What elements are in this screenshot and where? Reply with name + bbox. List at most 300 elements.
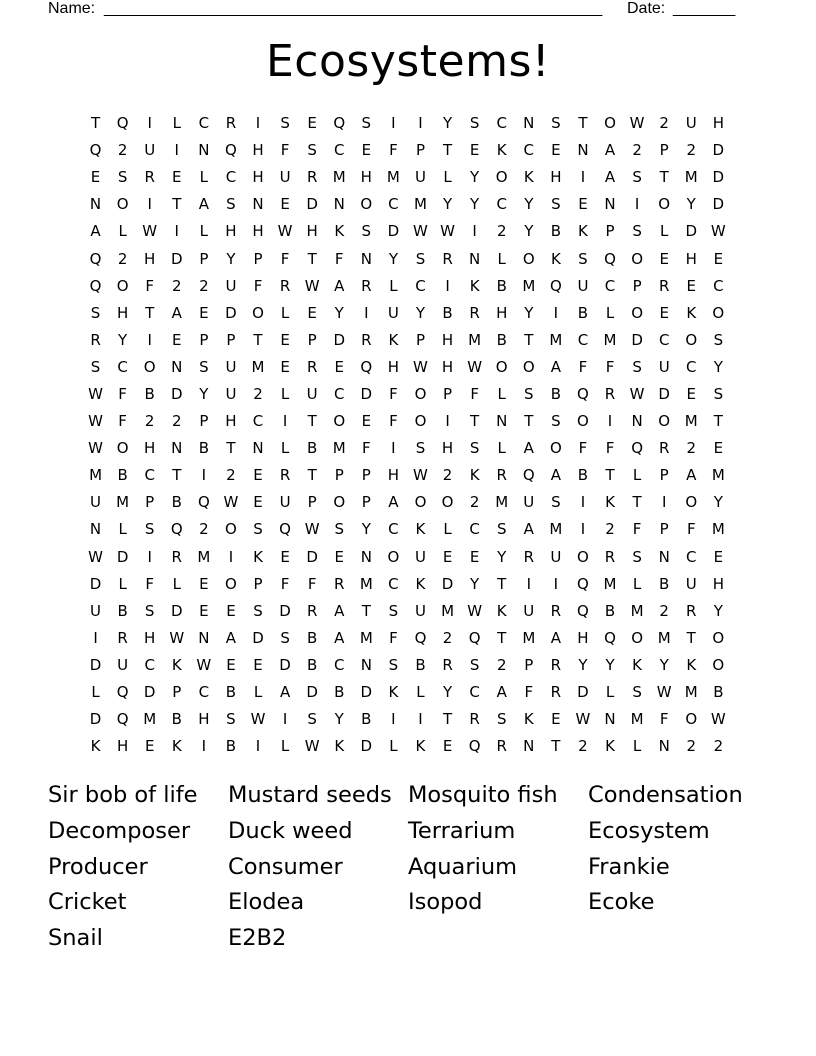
grid-letter[interactable]: O bbox=[143, 357, 156, 376]
grid-letter[interactable]: M bbox=[630, 710, 644, 729]
grid-letter[interactable]: L bbox=[497, 439, 506, 458]
grid-letter[interactable]: Y bbox=[605, 655, 615, 674]
grid-letter[interactable]: E bbox=[334, 547, 344, 566]
grid-letter[interactable]: B bbox=[415, 655, 426, 674]
grid-letter[interactable]: S bbox=[90, 303, 101, 322]
grid-letter[interactable]: B bbox=[144, 384, 155, 403]
grid-letter[interactable]: R bbox=[658, 439, 670, 458]
grid-letter[interactable]: E bbox=[280, 547, 290, 566]
grid-letter[interactable]: R bbox=[334, 574, 345, 593]
grid-letter[interactable]: W bbox=[413, 357, 428, 376]
grid-letter[interactable]: D bbox=[279, 655, 291, 674]
grid-letter[interactable]: P bbox=[632, 276, 642, 295]
grid-letter[interactable]: K bbox=[415, 737, 426, 756]
grid-letter[interactable]: W bbox=[467, 601, 483, 620]
grid-letter[interactable]: I bbox=[634, 195, 640, 214]
grid-letter[interactable]: B bbox=[713, 683, 724, 702]
grid-letter[interactable]: F bbox=[605, 439, 615, 458]
grid-letter[interactable]: D bbox=[279, 601, 291, 620]
grid-letter[interactable]: 2 bbox=[144, 412, 155, 431]
grid-letter[interactable]: Q bbox=[577, 384, 589, 403]
grid-letter[interactable]: C bbox=[334, 141, 345, 160]
grid-letter[interactable]: O bbox=[495, 357, 508, 376]
grid-letter[interactable]: N bbox=[198, 141, 210, 160]
grid-letter[interactable]: D bbox=[631, 330, 643, 349]
grid-letter[interactable]: M bbox=[332, 168, 346, 187]
grid-letter[interactable]: L bbox=[632, 574, 642, 593]
grid-letter[interactable]: C bbox=[225, 168, 237, 187]
grid-letter[interactable]: O bbox=[116, 276, 129, 295]
grid-letter[interactable]: W bbox=[223, 493, 239, 512]
grid-letter[interactable]: 2 bbox=[686, 141, 697, 160]
grid-letter[interactable]: U bbox=[279, 493, 291, 512]
grid-letter[interactable]: I bbox=[201, 466, 207, 485]
grid-letter[interactable]: L bbox=[497, 249, 506, 268]
grid-letter[interactable]: M bbox=[657, 628, 671, 647]
grid-letter[interactable]: W bbox=[413, 222, 428, 241]
grid-letter[interactable]: U bbox=[550, 547, 562, 566]
grid-letter[interactable]: F bbox=[118, 412, 127, 431]
grid-letter[interactable]: K bbox=[496, 601, 507, 620]
grid-letter[interactable]: N bbox=[658, 547, 670, 566]
grid-letter[interactable]: E bbox=[469, 141, 480, 160]
grid-letter[interactable]: Y bbox=[388, 249, 398, 268]
grid-letter[interactable]: C bbox=[388, 520, 399, 539]
grid-letter[interactable]: Q bbox=[89, 276, 102, 295]
grid-letter[interactable]: S bbox=[713, 384, 724, 403]
grid-letter[interactable]: M bbox=[414, 195, 427, 214]
grid-letter[interactable]: D bbox=[685, 222, 698, 241]
grid-letter[interactable]: H bbox=[225, 222, 237, 241]
grid-letter[interactable]: 2 bbox=[469, 493, 480, 512]
grid-letter[interactable]: Q bbox=[89, 249, 102, 268]
grid-letter[interactable]: Y bbox=[524, 195, 534, 214]
grid-letter[interactable]: T bbox=[442, 141, 453, 160]
grid-letter[interactable]: I bbox=[661, 493, 667, 512]
grid-letter[interactable]: Y bbox=[442, 114, 453, 133]
grid-letter[interactable]: N bbox=[604, 195, 616, 214]
grid-letter[interactable]: Y bbox=[524, 303, 534, 322]
grid-letter[interactable]: K bbox=[415, 574, 426, 593]
grid-letter[interactable]: R bbox=[496, 466, 507, 485]
grid-letter[interactable]: N bbox=[577, 141, 589, 160]
grid-letter[interactable]: D bbox=[116, 547, 129, 566]
grid-letter[interactable]: I bbox=[147, 195, 152, 214]
grid-letter[interactable]: O bbox=[333, 493, 346, 512]
grid-letter[interactable]: I bbox=[147, 114, 152, 133]
grid-letter[interactable]: O bbox=[387, 547, 400, 566]
grid-letter[interactable]: L bbox=[632, 466, 642, 485]
grid-letter[interactable]: S bbox=[469, 439, 480, 458]
grid-letter[interactable]: B bbox=[198, 439, 209, 458]
grid-letter[interactable]: L bbox=[605, 683, 615, 702]
grid-letter[interactable]: L bbox=[253, 683, 263, 702]
grid-letter[interactable]: D bbox=[89, 574, 102, 593]
grid-letter[interactable]: Y bbox=[713, 357, 723, 376]
grid-letter[interactable]: E bbox=[578, 195, 588, 214]
grid-letter[interactable]: A bbox=[388, 493, 399, 512]
grid-letter[interactable]: A bbox=[604, 168, 616, 187]
grid-letter[interactable]: E bbox=[172, 168, 182, 187]
grid-letter[interactable]: O bbox=[116, 195, 129, 214]
grid-letter[interactable]: F bbox=[280, 574, 290, 593]
grid-letter[interactable]: D bbox=[360, 737, 373, 756]
grid-letter[interactable]: E bbox=[361, 141, 372, 160]
grid-letter[interactable]: S bbox=[226, 710, 236, 729]
grid-letter[interactable]: O bbox=[225, 574, 237, 593]
grid-letter[interactable]: 2 bbox=[659, 114, 669, 133]
grid-letter[interactable]: O bbox=[631, 249, 643, 268]
grid-letter[interactable]: 2 bbox=[117, 249, 128, 268]
grid-letter[interactable]: M bbox=[468, 330, 482, 349]
grid-letter[interactable]: 2 bbox=[226, 466, 236, 485]
grid-letter[interactable]: A bbox=[604, 141, 616, 160]
grid-letter[interactable]: R bbox=[225, 114, 237, 133]
grid-letter[interactable]: Y bbox=[334, 303, 344, 322]
grid-letter[interactable]: E bbox=[659, 303, 669, 322]
grid-letter[interactable]: U bbox=[523, 493, 535, 512]
grid-letter[interactable]: P bbox=[659, 141, 669, 160]
grid-letter[interactable]: Q bbox=[279, 520, 291, 539]
grid-letter[interactable]: L bbox=[660, 222, 669, 241]
grid-letter[interactable]: F bbox=[389, 141, 398, 160]
grid-letter[interactable]: Y bbox=[470, 574, 480, 593]
grid-letter[interactable]: P bbox=[226, 330, 236, 349]
grid-letter[interactable]: D bbox=[712, 195, 725, 214]
grid-letter[interactable]: W bbox=[142, 222, 158, 241]
grid-letter[interactable]: H bbox=[712, 114, 724, 133]
grid-letter[interactable]: W bbox=[88, 439, 103, 458]
grid-letter[interactable]: O bbox=[414, 384, 427, 403]
grid-letter[interactable]: W bbox=[629, 384, 645, 403]
grid-letter[interactable]: E bbox=[713, 249, 724, 268]
grid-letter[interactable]: B bbox=[307, 655, 318, 674]
grid-letter[interactable]: S bbox=[469, 655, 480, 674]
grid-letter[interactable]: T bbox=[307, 412, 317, 431]
grid-letter[interactable]: I bbox=[391, 710, 396, 729]
grid-letter[interactable]: S bbox=[253, 601, 263, 620]
grid-letter[interactable]: T bbox=[659, 168, 669, 187]
grid-letter[interactable]: A bbox=[523, 520, 534, 539]
grid-letter[interactable]: E bbox=[713, 439, 724, 458]
grid-letter[interactable]: Y bbox=[442, 683, 453, 702]
grid-letter[interactable]: W bbox=[467, 357, 483, 376]
grid-letter[interactable]: M bbox=[522, 276, 536, 295]
grid-letter[interactable]: N bbox=[604, 710, 616, 729]
grid-letter[interactable]: N bbox=[523, 114, 535, 133]
grid-letter[interactable]: S bbox=[226, 195, 236, 214]
grid-letter[interactable]: S bbox=[632, 547, 642, 566]
grid-letter[interactable]: B bbox=[225, 737, 237, 756]
grid-letter[interactable]: B bbox=[334, 683, 345, 702]
grid-letter[interactable]: I bbox=[607, 412, 613, 431]
grid-letter[interactable]: C bbox=[198, 683, 210, 702]
grid-letter[interactable]: A bbox=[90, 222, 101, 241]
grid-letter[interactable]: S bbox=[551, 412, 561, 431]
grid-letter[interactable]: H bbox=[441, 357, 454, 376]
grid-letter[interactable]: C bbox=[144, 466, 155, 485]
grid-letter[interactable]: N bbox=[496, 412, 508, 431]
grid-letter[interactable]: R bbox=[279, 466, 291, 485]
grid-letter[interactable]: M bbox=[441, 601, 455, 620]
grid-letter[interactable]: T bbox=[524, 330, 534, 349]
grid-letter[interactable]: C bbox=[388, 574, 399, 593]
grid-letter[interactable]: W bbox=[277, 222, 293, 241]
grid-letter[interactable]: H bbox=[116, 737, 129, 756]
grid-letter[interactable]: S bbox=[334, 520, 344, 539]
grid-letter[interactable]: P bbox=[199, 249, 209, 268]
grid-letter[interactable]: H bbox=[712, 574, 724, 593]
grid-letter[interactable]: U bbox=[90, 493, 102, 512]
grid-letter[interactable]: P bbox=[307, 330, 317, 349]
grid-letter[interactable]: U bbox=[577, 276, 589, 295]
grid-letter[interactable]: T bbox=[307, 249, 317, 268]
grid-letter[interactable]: Y bbox=[497, 547, 507, 566]
grid-letter[interactable]: P bbox=[253, 249, 263, 268]
grid-letter[interactable]: H bbox=[550, 168, 562, 187]
grid-letter[interactable]: E bbox=[226, 655, 236, 674]
grid-letter[interactable]: R bbox=[550, 601, 562, 620]
grid-letter[interactable]: M bbox=[549, 520, 563, 539]
grid-letter[interactable]: P bbox=[361, 493, 371, 512]
grid-letter[interactable]: I bbox=[418, 710, 423, 729]
grid-letter[interactable]: U bbox=[387, 303, 399, 322]
grid-letter[interactable]: P bbox=[415, 141, 425, 160]
grid-letter[interactable]: K bbox=[415, 520, 426, 539]
grid-letter[interactable]: E bbox=[199, 574, 209, 593]
grid-letter[interactable]: U bbox=[225, 357, 237, 376]
grid-letter[interactable]: L bbox=[632, 737, 642, 756]
grid-letter[interactable]: L bbox=[280, 439, 290, 458]
grid-letter[interactable]: B bbox=[171, 493, 182, 512]
grid-letter[interactable]: E bbox=[334, 357, 344, 376]
grid-letter[interactable]: R bbox=[686, 601, 697, 620]
grid-letter[interactable]: S bbox=[117, 168, 128, 187]
grid-letter[interactable]: D bbox=[170, 601, 183, 620]
grid-letter[interactable]: S bbox=[361, 114, 372, 133]
grid-letter[interactable]: N bbox=[89, 520, 102, 539]
grid-letter[interactable]: E bbox=[551, 710, 561, 729]
grid-letter[interactable]: E bbox=[90, 168, 101, 187]
grid-letter[interactable]: B bbox=[550, 384, 562, 403]
grid-letter[interactable]: I bbox=[174, 141, 179, 160]
grid-letter[interactable]: 2 bbox=[659, 601, 669, 620]
grid-letter[interactable]: Q bbox=[604, 249, 616, 268]
grid-letter[interactable]: M bbox=[359, 574, 373, 593]
grid-letter[interactable]: F bbox=[389, 412, 398, 431]
grid-letter[interactable]: E bbox=[307, 114, 317, 133]
name-blank-line[interactable]: ________________________________________________________ bbox=[104, 0, 603, 17]
grid-letter[interactable]: S bbox=[199, 357, 209, 376]
grid-letter[interactable]: Q bbox=[89, 141, 102, 160]
grid-letter[interactable]: U bbox=[144, 141, 156, 160]
grid-letter[interactable]: Q bbox=[116, 683, 129, 702]
grid-letter[interactable]: R bbox=[658, 276, 670, 295]
grid-letter[interactable]: O bbox=[658, 195, 671, 214]
grid-letter[interactable]: O bbox=[360, 195, 373, 214]
grid-letter[interactable]: P bbox=[334, 466, 344, 485]
grid-letter[interactable]: D bbox=[89, 655, 102, 674]
grid-letter[interactable]: M bbox=[549, 330, 563, 349]
grid-letter[interactable]: L bbox=[443, 520, 452, 539]
grid-letter[interactable]: S bbox=[632, 357, 642, 376]
grid-letter[interactable]: 2 bbox=[713, 737, 724, 756]
grid-letter[interactable]: Q bbox=[549, 276, 562, 295]
grid-letter[interactable]: O bbox=[577, 412, 589, 431]
grid-letter[interactable]: P bbox=[199, 330, 209, 349]
grid-letter[interactable]: N bbox=[89, 195, 102, 214]
grid-letter[interactable]: C bbox=[686, 547, 697, 566]
grid-letter[interactable]: P bbox=[659, 520, 669, 539]
grid-letter[interactable]: F bbox=[280, 141, 290, 160]
grid-letter[interactable]: C bbox=[252, 412, 264, 431]
grid-letter[interactable]: N bbox=[198, 628, 210, 647]
grid-letter[interactable]: B bbox=[117, 466, 128, 485]
grid-letter[interactable]: Q bbox=[414, 628, 427, 647]
grid-letter[interactable]: 2 bbox=[117, 141, 128, 160]
grid-letter[interactable]: C bbox=[117, 357, 128, 376]
grid-letter[interactable]: Y bbox=[118, 330, 128, 349]
grid-letter[interactable]: H bbox=[225, 412, 237, 431]
grid-letter[interactable]: H bbox=[198, 710, 210, 729]
grid-letter[interactable]: R bbox=[550, 683, 562, 702]
grid-letter[interactable]: P bbox=[361, 466, 371, 485]
grid-letter[interactable]: D bbox=[360, 384, 373, 403]
grid-letter[interactable]: L bbox=[118, 574, 127, 593]
grid-letter[interactable]: M bbox=[684, 683, 698, 702]
grid-letter[interactable]: H bbox=[116, 303, 129, 322]
grid-letter[interactable]: Q bbox=[468, 628, 481, 647]
grid-letter[interactable]: U bbox=[279, 168, 291, 187]
grid-letter[interactable]: 2 bbox=[199, 276, 209, 295]
grid-letter[interactable]: Q bbox=[197, 493, 210, 512]
grid-letter[interactable]: T bbox=[172, 466, 182, 485]
grid-letter[interactable]: Y bbox=[199, 384, 209, 403]
grid-letter[interactable]: 2 bbox=[496, 655, 507, 674]
grid-letter[interactable]: I bbox=[391, 439, 396, 458]
grid-letter[interactable]: M bbox=[359, 628, 373, 647]
grid-letter[interactable]: E bbox=[280, 195, 290, 214]
grid-letter[interactable]: L bbox=[280, 303, 290, 322]
grid-letter[interactable]: H bbox=[144, 628, 156, 647]
grid-letter[interactable]: A bbox=[198, 195, 209, 214]
grid-letter[interactable]: F bbox=[334, 249, 344, 268]
grid-letter[interactable]: R bbox=[117, 628, 128, 647]
grid-letter[interactable]: A bbox=[225, 628, 237, 647]
grid-letter[interactable]: B bbox=[577, 303, 589, 322]
grid-letter[interactable]: D bbox=[333, 330, 346, 349]
grid-letter[interactable]: I bbox=[580, 168, 586, 187]
grid-letter[interactable]: E bbox=[713, 547, 724, 566]
grid-letter[interactable]: M bbox=[197, 547, 211, 566]
grid-letter[interactable]: F bbox=[578, 357, 588, 376]
grid-letter[interactable]: S bbox=[280, 114, 290, 133]
grid-letter[interactable]: E bbox=[226, 601, 236, 620]
grid-letter[interactable]: D bbox=[306, 547, 318, 566]
grid-letter[interactable]: M bbox=[522, 628, 536, 647]
grid-letter[interactable]: W bbox=[575, 710, 591, 729]
grid-letter[interactable]: U bbox=[306, 384, 318, 403]
grid-letter[interactable]: I bbox=[391, 114, 396, 133]
grid-letter[interactable]: L bbox=[497, 384, 506, 403]
grid-letter[interactable]: B bbox=[361, 710, 372, 729]
grid-letter[interactable]: Q bbox=[577, 574, 589, 593]
grid-letter[interactable]: S bbox=[144, 520, 155, 539]
grid-letter[interactable]: E bbox=[551, 141, 561, 160]
grid-letter[interactable]: H bbox=[252, 141, 264, 160]
grid-letter[interactable]: K bbox=[171, 737, 182, 756]
grid-letter[interactable]: F bbox=[470, 384, 479, 403]
grid-letter[interactable]: R bbox=[279, 276, 291, 295]
grid-letter[interactable]: A bbox=[334, 628, 345, 647]
grid-letter[interactable]: K bbox=[605, 493, 615, 512]
grid-letter[interactable]: T bbox=[497, 574, 507, 593]
grid-letter[interactable]: H bbox=[441, 439, 454, 458]
grid-letter[interactable]: P bbox=[605, 222, 615, 241]
grid-letter[interactable]: O bbox=[577, 547, 589, 566]
grid-letter[interactable]: E bbox=[686, 384, 696, 403]
grid-letter[interactable]: E bbox=[659, 249, 669, 268]
grid-letter[interactable]: U bbox=[523, 601, 535, 620]
grid-letter[interactable]: E bbox=[253, 493, 263, 512]
grid-letter[interactable]: T bbox=[442, 710, 453, 729]
grid-letter[interactable]: P bbox=[415, 330, 425, 349]
grid-letter[interactable]: B bbox=[496, 330, 507, 349]
grid-letter[interactable]: I bbox=[553, 303, 559, 322]
grid-letter[interactable]: P bbox=[443, 384, 453, 403]
grid-letter[interactable]: E bbox=[253, 466, 263, 485]
grid-letter[interactable]: T bbox=[470, 412, 480, 431]
grid-letter[interactable]: F bbox=[280, 249, 290, 268]
grid-letter[interactable]: H bbox=[496, 303, 508, 322]
grid-letter[interactable]: K bbox=[523, 710, 534, 729]
grid-letter[interactable]: P bbox=[307, 493, 317, 512]
date-blank-line[interactable]: _______ bbox=[673, 0, 736, 17]
grid-letter[interactable]: E bbox=[686, 276, 696, 295]
grid-letter[interactable]: Y bbox=[578, 655, 588, 674]
grid-letter[interactable]: K bbox=[496, 141, 507, 160]
grid-letter[interactable]: O bbox=[685, 330, 698, 349]
grid-letter[interactable]: K bbox=[686, 303, 697, 322]
grid-letter[interactable]: Q bbox=[225, 141, 237, 160]
grid-letter[interactable]: K bbox=[334, 737, 345, 756]
grid-letter[interactable]: M bbox=[711, 466, 725, 485]
grid-letter[interactable]: K bbox=[334, 222, 345, 241]
grid-letter[interactable]: Q bbox=[468, 737, 481, 756]
grid-letter[interactable]: O bbox=[225, 520, 237, 539]
grid-letter[interactable]: S bbox=[280, 628, 290, 647]
grid-letter[interactable]: H bbox=[685, 249, 697, 268]
grid-letter[interactable]: H bbox=[387, 357, 400, 376]
grid-letter[interactable]: N bbox=[252, 439, 264, 458]
grid-letter[interactable]: L bbox=[118, 520, 127, 539]
grid-letter[interactable]: F bbox=[307, 574, 317, 593]
grid-letter[interactable]: S bbox=[415, 439, 426, 458]
grid-letter[interactable]: U bbox=[685, 114, 697, 133]
grid-letter[interactable]: O bbox=[441, 493, 454, 512]
grid-letter[interactable]: L bbox=[605, 303, 615, 322]
grid-letter[interactable]: O bbox=[495, 168, 508, 187]
grid-letter[interactable]: I bbox=[526, 574, 531, 593]
grid-letter[interactable]: A bbox=[686, 466, 697, 485]
grid-letter[interactable]: D bbox=[712, 141, 725, 160]
grid-letter[interactable]: S bbox=[388, 655, 399, 674]
grid-letter[interactable]: I bbox=[282, 412, 288, 431]
grid-letter[interactable]: R bbox=[171, 547, 182, 566]
grid-letter[interactable]: S bbox=[632, 683, 642, 702]
grid-letter[interactable]: B bbox=[307, 628, 318, 647]
grid-letter[interactable]: 2 bbox=[686, 439, 697, 458]
